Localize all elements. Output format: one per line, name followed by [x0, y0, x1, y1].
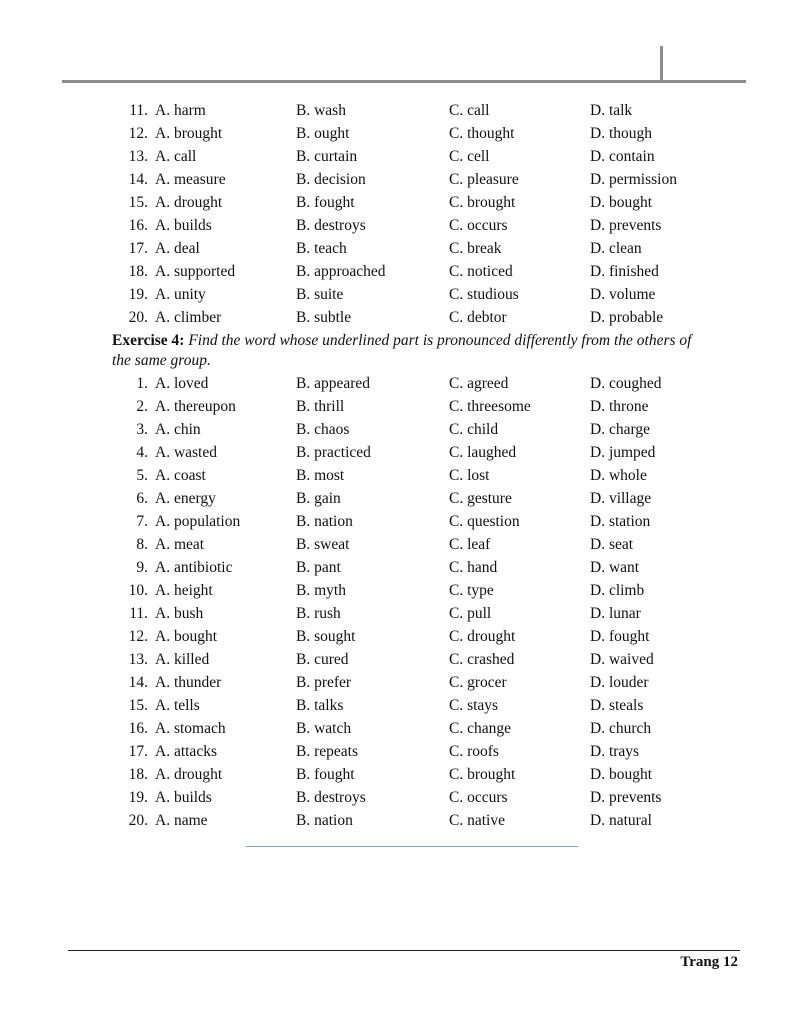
- option-a: A. attacks: [155, 743, 217, 760]
- option-a: A. meat: [155, 536, 205, 553]
- option-b: B. nation: [296, 513, 353, 530]
- option-a: A. name: [155, 812, 208, 829]
- question-number: 14.: [128, 674, 148, 691]
- option-a: A. thunder: [155, 674, 222, 691]
- question-row: [0, 648, 800, 671]
- option-d: D. charge: [590, 421, 650, 438]
- question-number: 19.: [128, 286, 148, 303]
- question-row: [0, 579, 800, 602]
- page-number: Trang 12: [680, 954, 738, 970]
- option-a: A. deal: [155, 240, 200, 257]
- question-row: [0, 418, 800, 441]
- option-c: C. brought: [449, 766, 516, 783]
- option-a: A. harm: [155, 102, 206, 119]
- question-row: [0, 602, 800, 625]
- option-b: B. gain: [296, 490, 341, 507]
- option-a: A. antibiotic: [155, 559, 233, 576]
- question-row: [0, 99, 800, 122]
- question-row: [0, 237, 800, 260]
- option-a: A. builds: [155, 789, 212, 806]
- question-row: [0, 556, 800, 579]
- option-b: B. myth: [296, 582, 346, 599]
- question-number: 2.: [136, 398, 148, 415]
- question-number: 15.: [128, 697, 148, 714]
- question-row: [0, 306, 800, 329]
- question-row: [0, 694, 800, 717]
- option-d: D. want: [590, 559, 640, 576]
- option-b: B. cured: [296, 651, 349, 668]
- option-a: A. drought: [155, 766, 223, 783]
- option-a: A. wasted: [155, 444, 217, 461]
- header-tick: [660, 46, 663, 82]
- option-b: B. sought: [296, 628, 356, 645]
- question-row: [0, 283, 800, 306]
- option-a: A. drought: [155, 194, 223, 211]
- option-b: B. nation: [296, 812, 353, 829]
- exercise-4-list: [0, 372, 800, 832]
- option-c: C. drought: [449, 628, 516, 645]
- option-d: D. trays: [590, 743, 640, 760]
- option-c: C. brought: [449, 194, 516, 211]
- option-c: C. gesture: [449, 490, 512, 507]
- option-a: A. thereupon: [155, 398, 236, 415]
- question-row: [0, 145, 800, 168]
- question-number: 6.: [136, 490, 148, 507]
- option-c: C. occurs: [449, 789, 508, 806]
- question-row: [0, 464, 800, 487]
- option-d: D. fought: [590, 628, 650, 645]
- option-d: D. volume: [590, 286, 656, 303]
- option-a: A. energy: [155, 490, 216, 507]
- option-d: D. whole: [590, 467, 647, 484]
- option-b: B. appeared: [296, 375, 371, 392]
- question-number: 4.: [136, 444, 148, 461]
- option-b: B. thrill: [296, 398, 345, 415]
- exercise-3-list: [0, 99, 800, 329]
- option-b: B. ought: [296, 125, 350, 142]
- question-number: 20.: [128, 309, 148, 326]
- option-b: B. chaos: [296, 421, 350, 438]
- question-number: 12.: [128, 125, 148, 142]
- option-d: D. finished: [590, 263, 659, 280]
- option-d: D. permission: [590, 171, 677, 188]
- option-c: C. roofs: [449, 743, 499, 760]
- question-row: [0, 717, 800, 740]
- option-b: B. subtle: [296, 309, 352, 326]
- question-row: [0, 625, 800, 648]
- question-row: [0, 168, 800, 191]
- option-a: A. bought: [155, 628, 217, 645]
- option-c: C. change: [449, 720, 511, 737]
- question-number: 3.: [136, 421, 148, 438]
- option-d: D. waived: [590, 651, 654, 668]
- option-b: B. practiced: [296, 444, 371, 461]
- question-number: 13.: [128, 651, 148, 668]
- question-number: 17.: [128, 743, 148, 760]
- option-a: A. height: [155, 582, 213, 599]
- option-b: B. curtain: [296, 148, 358, 165]
- option-a: A. stomach: [155, 720, 226, 737]
- exercise-4-title: Exercise 4:: [112, 332, 185, 349]
- question-number: 17.: [128, 240, 148, 257]
- footer-rule: [68, 950, 740, 951]
- option-a: A. tells: [155, 697, 200, 714]
- option-a: A. loved: [155, 375, 209, 392]
- question-number: 9.: [136, 559, 148, 576]
- question-row: [0, 671, 800, 694]
- question-number: 18.: [128, 766, 148, 783]
- option-a: A. chin: [155, 421, 201, 438]
- option-b: B. teach: [296, 240, 347, 257]
- option-d: D. climb: [590, 582, 645, 599]
- question-number: 12.: [128, 628, 148, 645]
- question-row: [0, 441, 800, 464]
- option-c: C. grocer: [449, 674, 507, 691]
- question-number: 11.: [129, 605, 148, 622]
- option-a: A. killed: [155, 651, 210, 668]
- worksheet-content: [0, 99, 800, 832]
- option-c: C. threesome: [449, 398, 531, 415]
- option-c: C. lost: [449, 467, 490, 484]
- question-row: [0, 191, 800, 214]
- option-a: A. builds: [155, 217, 212, 234]
- option-d: D. clean: [590, 240, 642, 257]
- option-d: D. bought: [590, 766, 652, 783]
- option-b: B. talks: [296, 697, 344, 714]
- question-number: 7.: [136, 513, 148, 530]
- option-c: C. hand: [449, 559, 498, 576]
- option-c: C. studious: [449, 286, 519, 303]
- option-b: B. rush: [296, 605, 341, 622]
- question-number: 5.: [136, 467, 148, 484]
- question-number: 1.: [136, 375, 148, 392]
- option-c: C. thought: [449, 125, 515, 142]
- option-b: B. fought: [296, 766, 355, 783]
- option-b: B. wash: [296, 102, 346, 119]
- option-b: B. destroys: [296, 789, 366, 806]
- option-d: D. station: [590, 513, 651, 530]
- option-b: B. prefer: [296, 674, 352, 691]
- option-d: D. seat: [590, 536, 634, 553]
- question-number: 15.: [128, 194, 148, 211]
- question-number: 18.: [128, 263, 148, 280]
- question-row: [0, 510, 800, 533]
- option-d: D. though: [590, 125, 652, 142]
- exercise-4-heading: [112, 329, 712, 372]
- option-b: B. suite: [296, 286, 344, 303]
- option-d: D. church: [590, 720, 652, 737]
- option-c: C. stays: [449, 697, 499, 714]
- option-b: B. pant: [296, 559, 341, 576]
- question-row: [0, 786, 800, 809]
- question-row: [0, 214, 800, 237]
- option-d: D. talk: [590, 102, 633, 119]
- option-d: D. steals: [590, 697, 644, 714]
- header-rule: [62, 80, 746, 83]
- option-d: D. coughed: [590, 375, 662, 392]
- question-row: [0, 260, 800, 283]
- option-a: A. supported: [155, 263, 236, 280]
- option-c: C. debtor: [449, 309, 507, 326]
- question-number: 11.: [129, 102, 148, 119]
- option-c: C. question: [449, 513, 520, 530]
- option-c: C. pleasure: [449, 171, 519, 188]
- option-a: A. climber: [155, 309, 222, 326]
- option-c: C. noticed: [449, 263, 513, 280]
- option-a: A. measure: [155, 171, 226, 188]
- end-separator: [246, 846, 578, 847]
- option-b: B. decision: [296, 171, 366, 188]
- option-c: C. agreed: [449, 375, 509, 392]
- option-c: C. occurs: [449, 217, 508, 234]
- option-b: B. most: [296, 467, 345, 484]
- question-number: 10.: [128, 582, 148, 599]
- question-row: [0, 533, 800, 556]
- option-c: C. pull: [449, 605, 492, 622]
- question-row: [0, 395, 800, 418]
- option-b: B. approached: [296, 263, 386, 280]
- option-c: C. call: [449, 102, 490, 119]
- question-row: [0, 809, 800, 832]
- question-number: 20.: [128, 812, 148, 829]
- option-b: B. repeats: [296, 743, 358, 760]
- question-number: 19.: [128, 789, 148, 806]
- option-a: A. call: [155, 148, 197, 165]
- option-b: B. sweat: [296, 536, 350, 553]
- question-row: [0, 122, 800, 145]
- option-b: B. watch: [296, 720, 352, 737]
- question-row: [0, 740, 800, 763]
- option-a: A. population: [155, 513, 241, 530]
- option-d: D. contain: [590, 148, 655, 165]
- option-c: C. native: [449, 812, 505, 829]
- question-row: [0, 372, 800, 395]
- option-c: C. type: [449, 582, 494, 599]
- option-c: C. break: [449, 240, 502, 257]
- question-number: 16.: [128, 217, 148, 234]
- option-d: D. bought: [590, 194, 652, 211]
- option-b: B. destroys: [296, 217, 366, 234]
- question-number: 14.: [128, 171, 148, 188]
- option-c: C. laughed: [449, 444, 517, 461]
- option-d: D. natural: [590, 812, 652, 829]
- question-row: [0, 487, 800, 510]
- option-c: C. leaf: [449, 536, 491, 553]
- option-d: D. probable: [590, 309, 664, 326]
- question-number: 8.: [136, 536, 148, 553]
- exercise-4-instruction: Find the word whose underlined part is pronounced differently from the others of the same group.: [112, 332, 692, 369]
- option-d: D. prevents: [590, 789, 662, 806]
- option-c: C. cell: [449, 148, 490, 165]
- option-d: D. lunar: [590, 605, 641, 622]
- option-b: B. fought: [296, 194, 355, 211]
- option-d: D. jumped: [590, 444, 656, 461]
- option-d: D. throne: [590, 398, 649, 415]
- question-number: 13.: [128, 148, 148, 165]
- question-number: 16.: [128, 720, 148, 737]
- question-row: [0, 763, 800, 786]
- option-c: C. crashed: [449, 651, 515, 668]
- option-a: A. brought: [155, 125, 223, 142]
- option-d: D. village: [590, 490, 652, 507]
- option-a: A. bush: [155, 605, 204, 622]
- option-c: C. child: [449, 421, 499, 438]
- option-d: D. louder: [590, 674, 649, 691]
- option-d: D. prevents: [590, 217, 662, 234]
- option-a: A. coast: [155, 467, 206, 484]
- option-a: A. unity: [155, 286, 206, 303]
